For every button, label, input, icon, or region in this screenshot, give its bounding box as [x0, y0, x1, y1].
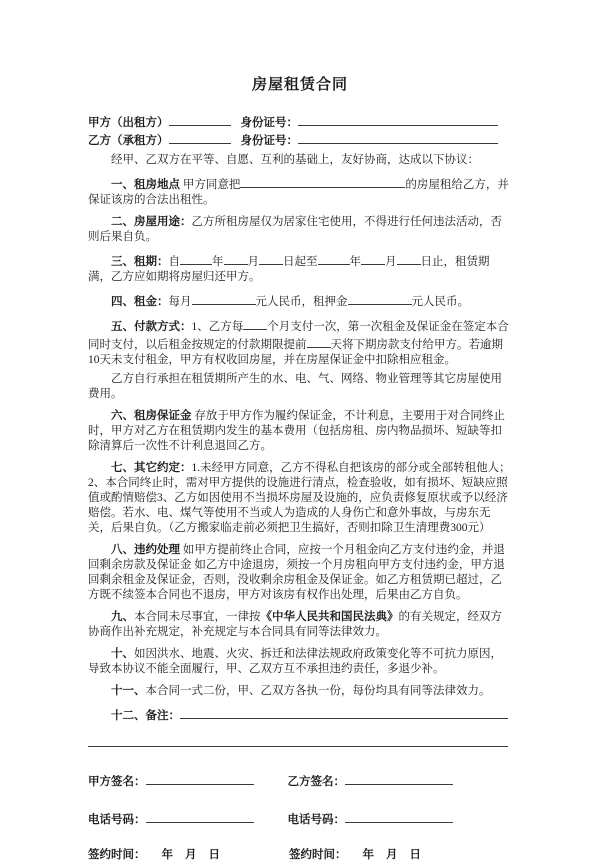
blank-field	[348, 292, 412, 305]
blank-field	[240, 175, 405, 188]
party-header	[88, 113, 512, 149]
blank-field	[192, 292, 256, 305]
blank-field	[298, 113, 498, 126]
spacer	[220, 857, 289, 858]
spacer	[197, 857, 209, 858]
text-segment: 本合同一式二份，甲、乙双方各执一份，每份均具有同等法律效力。	[145, 685, 491, 697]
intro-line	[88, 153, 512, 168]
blank-field	[88, 734, 508, 747]
spacer	[254, 784, 288, 785]
signature-row-date	[88, 848, 512, 863]
remark-extra-line	[88, 734, 512, 752]
spacer	[398, 857, 410, 858]
text-segment: 月	[386, 849, 398, 861]
text-segment: 日	[409, 849, 421, 861]
text-segment: 五、付款方式：	[111, 321, 192, 333]
text-segment: 元人民币。	[411, 296, 469, 308]
clause-11	[88, 684, 512, 699]
text-segment: 年	[362, 849, 374, 861]
blank-field	[397, 252, 421, 265]
signature-row-name	[88, 772, 512, 790]
signature-row-phone	[88, 810, 512, 828]
text-segment: 1、乙方每	[191, 321, 244, 333]
blank-field	[180, 706, 508, 719]
spacer	[173, 857, 185, 858]
blank-field	[146, 772, 254, 785]
text-segment: 十一、	[111, 685, 146, 697]
text-segment: 乙方所租房屋仅为居家住宅使用，不得进行任何违法活动，否则后果自负。	[88, 216, 502, 243]
text-segment: 六、租房保证金	[111, 410, 192, 422]
text-segment: 1.未经甲方同意，乙方不得私自把该房的部分或全部转租他人；2、本合同终止时，需对甲方提供的设施进行清点，检查验收，如有损坏、短缺应照值或酌情赔偿3、乙方如因使用不当损坏房屋及设施的，应负责修复原状或予以经济赔偿。若水、电、煤气等使用不当或人为造成的人身伤亡和意外事故，与房东无关，后果自负。（乙方搬家临走前必须把卫生搞好，否则扣除卫生清理费300元）	[88, 462, 511, 534]
text-segment: 本合同未尽事宜，一律按	[134, 611, 261, 623]
blank-field	[345, 810, 453, 823]
text-segment: 甲方签名：	[88, 776, 146, 788]
text-segment: 经甲、乙双方在平等、自愿、互利的基础上，友好协商，达成以下协议：	[111, 154, 479, 166]
text-segment: 自	[168, 256, 180, 268]
blank-field	[259, 252, 283, 265]
blank-field	[169, 113, 231, 126]
clause-4	[88, 292, 512, 310]
text-segment: 四、租金：	[111, 296, 169, 308]
text-segment: 如因洪水、地震、火灾、拆迁和法律法规政府政策变化等不可抗力原因，导致本协议不能全面履行，甲、乙双方互不承担违约责任，多退少补。	[88, 648, 502, 675]
text-segment: 日	[208, 849, 220, 861]
party-b-line	[88, 131, 512, 149]
contract-body	[88, 153, 512, 752]
text-segment: 的有关规定，经双方协商作出补充规定，补充规定与本合同具有同等法律效力。	[88, 611, 502, 638]
text-segment: 年	[212, 256, 224, 268]
text-segment: 存放于甲方作为履约保证金，不计利息，主要用于对合同终止时，甲方对乙方在租赁期内发生的基本费用（包括房租、房内物品损坏、短缺等扣除清算后一次性不计利息退回乙方。	[88, 410, 505, 452]
blank-field	[243, 317, 267, 330]
spacer	[231, 125, 241, 126]
text-segment: 十二、备注：	[111, 710, 180, 722]
text-segment: 七、其它约定：	[111, 462, 192, 474]
text-segment: 月	[185, 849, 197, 861]
clause-7	[88, 461, 512, 536]
text-segment: 《中华人民共和国民法典》	[260, 611, 399, 623]
text-segment: 元人民币，租押金	[255, 296, 348, 308]
text-segment: 身份证号：	[240, 117, 298, 129]
clause-5	[88, 317, 512, 368]
text-segment: 年	[161, 849, 173, 861]
text-segment: 日起至	[283, 256, 318, 268]
text-segment: 月	[247, 256, 259, 268]
blank-field	[345, 772, 453, 785]
clause-3	[88, 252, 512, 285]
clause-8	[88, 543, 512, 603]
page-title: 房屋租赁合同	[251, 77, 348, 93]
spacer	[254, 822, 288, 823]
blank-field	[224, 252, 248, 265]
clause-9	[88, 610, 512, 640]
clause-1	[88, 175, 512, 208]
text-segment: 十、	[111, 648, 134, 660]
blank-field	[180, 252, 212, 265]
blank-field	[298, 131, 498, 144]
text-segment: 电话号码：	[88, 814, 146, 826]
text-segment: 身份证号：	[240, 135, 298, 147]
blank-field	[146, 810, 254, 823]
text-segment: 乙方签名：	[287, 776, 345, 788]
party-a-line	[88, 113, 512, 131]
blank-field	[169, 131, 231, 144]
clause-2	[88, 215, 512, 245]
spacer	[146, 857, 162, 858]
clause-6	[88, 409, 512, 454]
clause-10	[88, 647, 512, 677]
spacer	[374, 857, 386, 858]
text-segment: 月	[385, 256, 397, 268]
text-segment: 二、房屋用途：	[111, 216, 192, 228]
text-segment: 的房屋租给乙方，并保证该房的合法出租性。	[88, 179, 509, 206]
text-segment: 乙方自行承担在租赁期所产生的水、电、气、网络、物业管理等其它房屋使用费用。	[88, 373, 502, 400]
text-segment: 电话号码：	[287, 814, 345, 826]
blank-field	[318, 252, 350, 265]
text-segment: 一、租房地点	[111, 179, 180, 191]
text-segment: 九、	[111, 611, 134, 623]
spacer	[231, 143, 241, 144]
spacer	[347, 857, 363, 858]
text-segment: 乙方（承租方）	[88, 135, 169, 147]
text-segment: 个月支付一次，第一次租金及保证金在签定本合同时支付，以后租金按规定的付款期限提前	[88, 321, 509, 351]
text-segment: 年	[349, 256, 361, 268]
text-segment: 天将下期房款支付给甲方。若逾期10天未支付租金，甲方有权收回房屋，并在房屋保证金中扣除相应租金。	[88, 339, 503, 366]
clause-5-note	[88, 372, 512, 402]
text-segment: 签约时间：	[289, 849, 347, 861]
text-segment: 签约时间：	[88, 849, 146, 861]
blank-field	[361, 252, 385, 265]
text-segment: 日止，租赁期满，乙方应如期将房屋归还甲方。	[88, 256, 490, 283]
text-segment: 甲方同意把	[180, 179, 241, 191]
text-segment: 三、租期：	[111, 256, 169, 268]
text-segment: 如甲方提前终止合同，应按一个月租金向乙方支付违约金，并退回剩余房款及保证金 如乙方中途退房，须按一个月房租向甲方支付违约金，甲方退回剩余租金及保证金，否则，没收剩余房租金及保证金。如乙方租赁期已超过，乙方既不续签本合同也不退房，甲方对该房有权作出处理，后果由乙方自负。	[88, 544, 505, 601]
clause-12	[88, 706, 512, 724]
text-segment: 每月	[168, 296, 192, 308]
signature-section	[88, 772, 512, 863]
text-segment: 八、违约处理	[111, 544, 180, 556]
text-segment: 甲方（出租方）	[88, 117, 169, 129]
blank-field	[307, 335, 331, 348]
